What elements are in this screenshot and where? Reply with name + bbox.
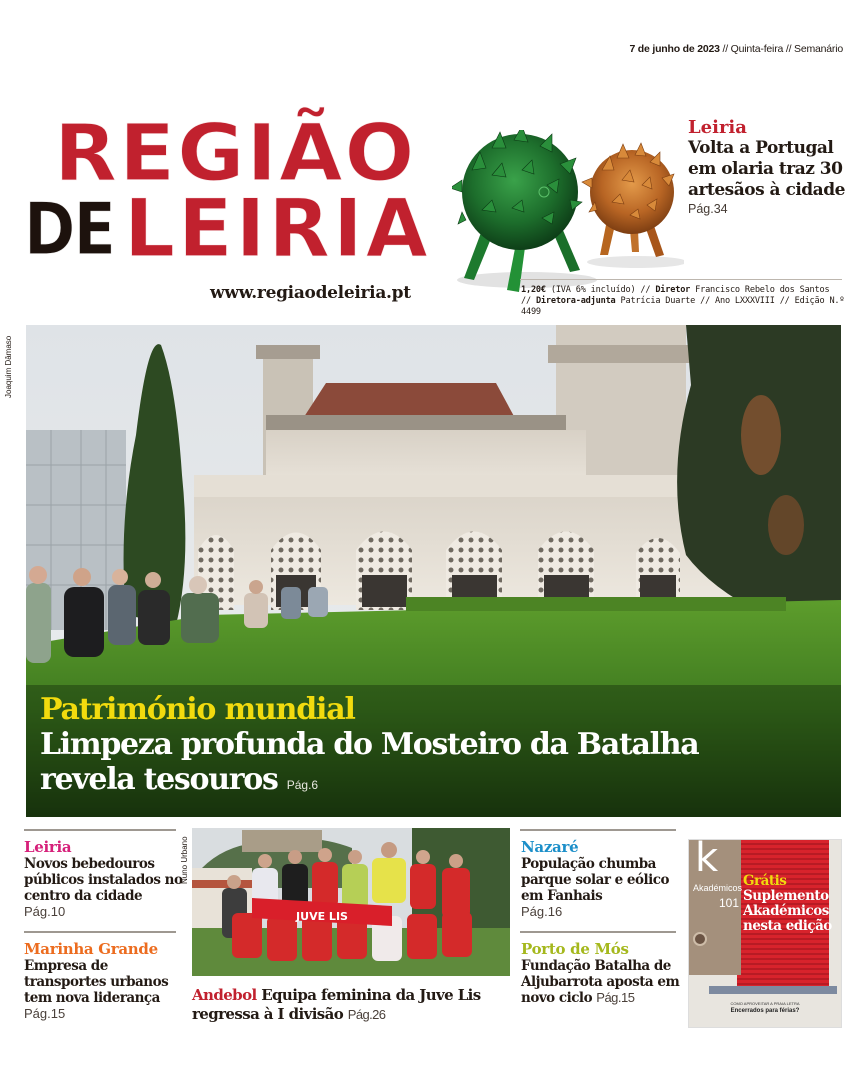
- supplement-text: Suplemento Akadémicos nesta edição: [743, 888, 832, 934]
- issue-date: 7 de junho de 2023: [629, 43, 720, 55]
- center-story-caption[interactable]: [192, 986, 512, 1024]
- banner-text: JUVE LIS: [296, 910, 348, 923]
- director-name: Francisco Rebelo dos Santos: [695, 285, 830, 295]
- supplement-cover[interactable]: [689, 840, 841, 1027]
- teaser-kicker: Porto de Mós: [521, 940, 629, 958]
- separator: //: [521, 296, 531, 306]
- teaser-headline: Empresa de transportes urbanos tem nova liderança: [24, 958, 169, 1006]
- main-story-title: [40, 693, 830, 803]
- photo-credit-text: Nuno Urbano: [180, 836, 189, 884]
- teaser-kicker: Leiria: [24, 838, 72, 856]
- supplement-logo: k: [695, 840, 719, 881]
- main-story-headline: [40, 727, 830, 803]
- divider: [24, 829, 176, 831]
- main-photo-credit: [4, 330, 18, 400]
- logo-leiria: LEIRIA: [124, 182, 431, 275]
- issue-frequency: // Semanário: [785, 43, 843, 55]
- top-teaser-kicker: Leiria: [688, 117, 747, 138]
- avatar: [693, 932, 707, 946]
- issue-weekday: // Quinta-feira: [722, 43, 784, 55]
- teaser-page: Pág.10: [24, 904, 66, 919]
- top-teaser[interactable]: [688, 117, 858, 216]
- main-story-page: Pág.6: [286, 778, 319, 792]
- edition-label: // Edição N.º 4499: [521, 296, 845, 317]
- imprint: [521, 285, 851, 318]
- supplement-promo: [743, 874, 841, 934]
- main-story-kicker: Património mundial: [40, 692, 355, 727]
- teaser-page: Pág.16: [521, 904, 563, 919]
- cover-title: Encerrados para férias?: [730, 1008, 800, 1014]
- deputy-name: Patrícia Duarte: [620, 296, 696, 306]
- team-photo[interactable]: [192, 828, 510, 976]
- supplement-brand-panel: [689, 840, 741, 975]
- logo-regiao: REGIÃO: [54, 109, 417, 199]
- ceramics-photo: [452, 130, 684, 300]
- cover-kicker: COMO APROVEITAR A PRAIA LETRA: [730, 1001, 800, 1006]
- center-story-kicker: Andebol: [192, 986, 257, 1004]
- teaser-kicker: Nazaré: [521, 838, 579, 856]
- handball-team-photo: [192, 828, 510, 976]
- teaser-marinha-grande[interactable]: [24, 940, 184, 1022]
- teaser-kicker: Marinha Grande: [24, 940, 158, 958]
- divider: [24, 931, 176, 933]
- logo-de: DE: [24, 187, 115, 271]
- divider: [520, 829, 676, 831]
- main-headline-line-1: Limpeza profunda do Mosteiro da Batalha: [40, 727, 699, 762]
- teaser-headline: População chumba parque solar e eólico em Fanhais: [521, 856, 669, 904]
- deputy-label: Diretora-adjunta: [535, 296, 616, 306]
- top-teaser-page: Pág.34: [688, 202, 728, 216]
- center-story-page: Pág.26: [347, 1007, 386, 1022]
- divider: [520, 931, 676, 933]
- supplement-kicker: Grátis: [743, 873, 787, 889]
- shutter-sill: [709, 986, 837, 994]
- teaser-headline-text: Fundação Batalha de Aljubarrota aposta em novo ciclo: [521, 958, 680, 1006]
- teaser-page: Pág.15: [596, 990, 635, 1005]
- teaser-page: Pág.15: [24, 1006, 66, 1021]
- photo-credit-text: Joaquim Dâmaso: [4, 335, 13, 398]
- top-teaser-headline: Volta a Portugal em olaria traz 30 artesãos à cidade: [688, 138, 845, 200]
- teaser-headline: Novos bebedouros públicos instalados no centro da cidade: [24, 856, 183, 904]
- masthead-logo[interactable]: [24, 109, 444, 285]
- dateline: [629, 43, 843, 55]
- director-label: Diretor: [655, 285, 691, 295]
- teaser-porto-de-mos[interactable]: [521, 940, 681, 1006]
- main-story[interactable]: [26, 325, 841, 817]
- price-note: (IVA 6% incluído) //: [550, 285, 651, 295]
- website-link[interactable]: www.regiaodeleiria.pt: [210, 283, 411, 303]
- year-label: // Ano LXXXVIII: [700, 296, 775, 306]
- teaser-headline: [521, 958, 681, 1006]
- center-story-headline: Equipa feminina da Juve Lis regressa à I divisão: [192, 986, 481, 1023]
- teaser-leiria[interactable]: [24, 838, 184, 920]
- teaser-nazare[interactable]: [521, 838, 681, 920]
- main-headline-line-2: revela tesouros: [40, 762, 278, 797]
- price: 1,20€: [521, 285, 546, 295]
- supplement-issue: 101: [719, 896, 740, 910]
- ceramic-figures-image: [452, 130, 684, 300]
- supplement-brand: Akadémicos: [693, 883, 743, 893]
- team-photo-credit: [180, 828, 192, 888]
- divider: [520, 279, 842, 280]
